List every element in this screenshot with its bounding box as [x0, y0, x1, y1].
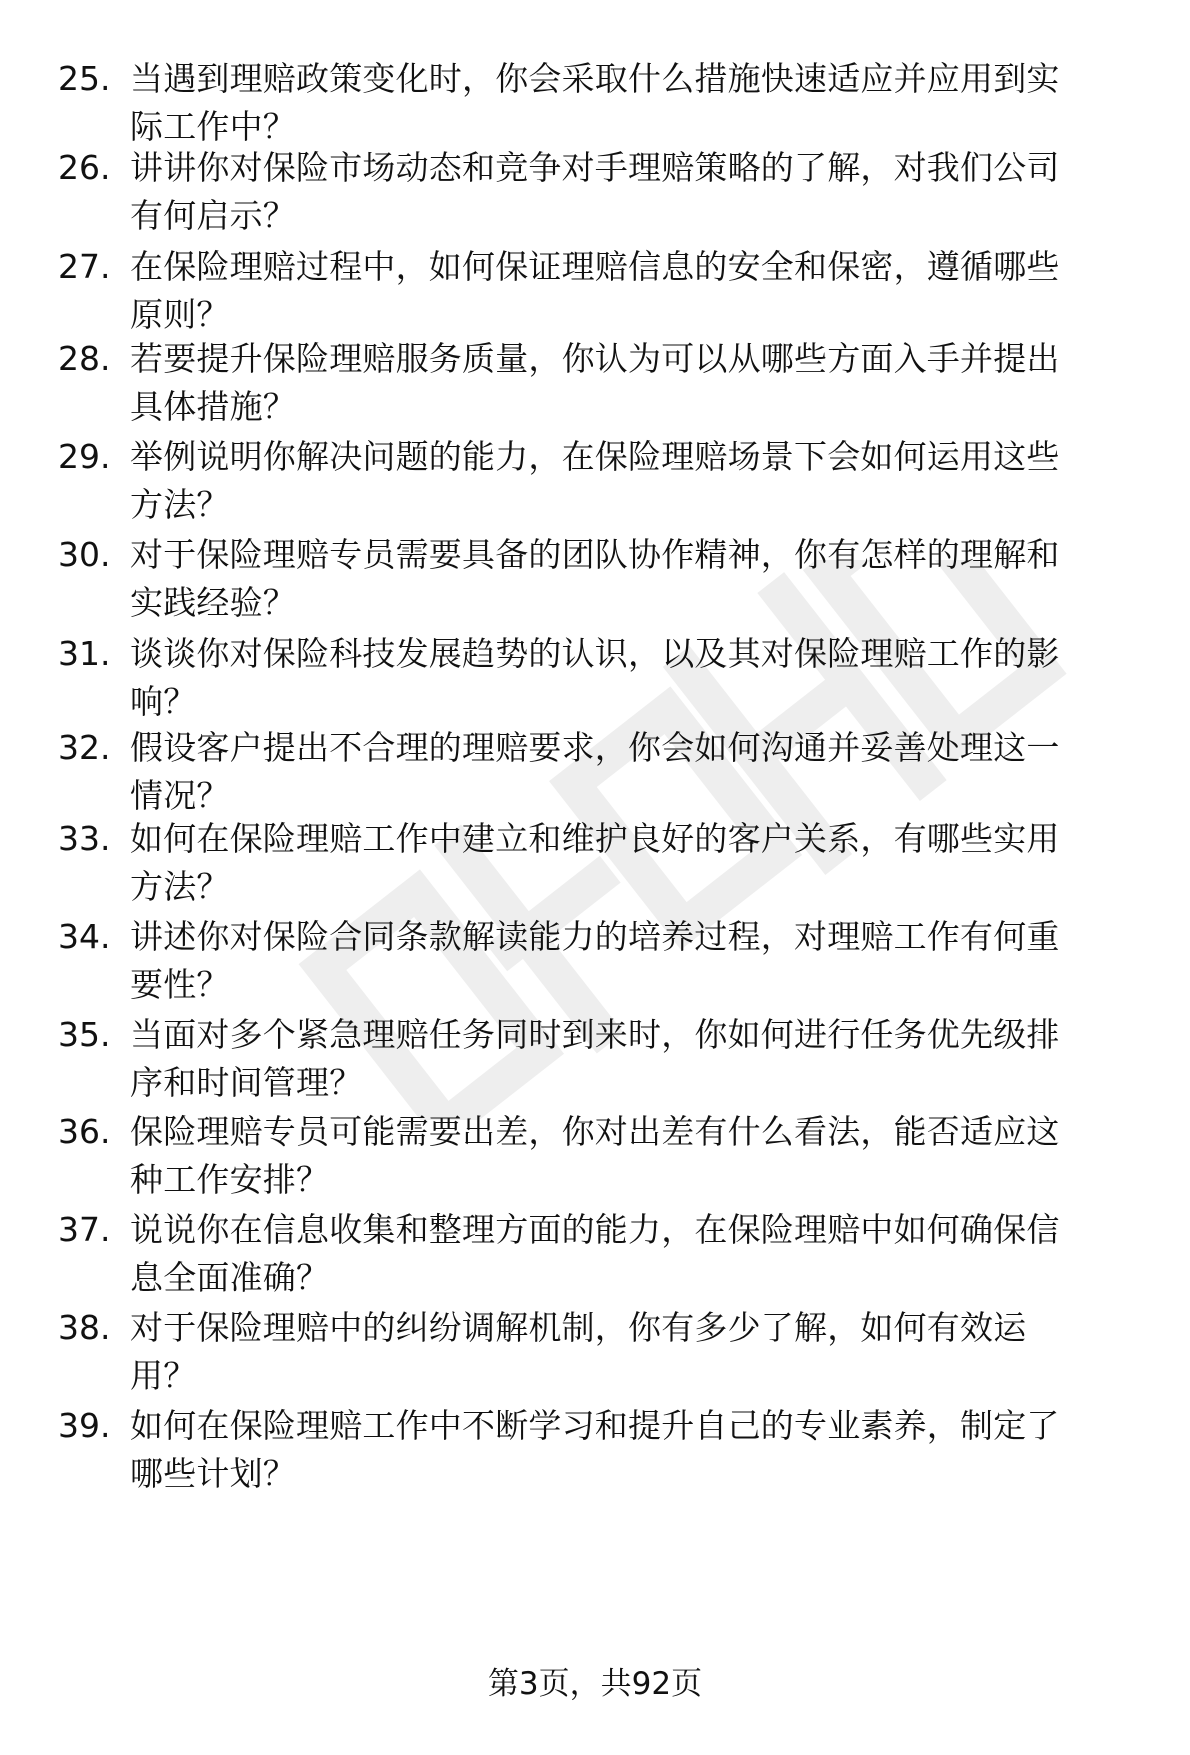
question-text	[130, 1206, 1150, 1302]
question-number: 31.	[58, 634, 111, 673]
question-line: 具体措施？	[130, 387, 296, 426]
question-line: 谈谈你对保险科技发展趋势的认识，以及其对保险理赔工作的影	[130, 634, 1060, 673]
question-number: 34.	[58, 917, 111, 956]
question-line: 如何在保险理赔工作中不断学习和提升自己的专业素养，制定了	[130, 1406, 1060, 1445]
question-line: 方法？	[130, 867, 230, 906]
question-line: 讲述你对保险合同条款解读能力的培养过程，对理赔工作有何重	[130, 917, 1060, 956]
question-text	[130, 630, 1150, 726]
question-item	[0, 531, 1190, 631]
question-line: 种工作安排？	[130, 1160, 330, 1199]
question-item	[0, 630, 1190, 730]
question-item	[0, 335, 1190, 435]
question-line: 方法？	[130, 485, 230, 524]
question-item	[0, 724, 1190, 824]
question-line: 要性？	[130, 965, 230, 1004]
question-line: 对于保险理赔专员需要具备的团队协作精神，你有怎样的理解和	[130, 535, 1060, 574]
question-line: 假设客户提出不合理的理赔要求，你会如何沟通并妥善处理这一	[130, 728, 1060, 767]
question-item	[0, 55, 1190, 155]
question-item	[0, 1108, 1190, 1208]
question-line: 实践经验？	[130, 583, 296, 622]
question-number: 36.	[58, 1112, 111, 1151]
question-item	[0, 1402, 1190, 1502]
question-line: 举例说明你解决问题的能力，在保险理赔场景下会如何运用这些	[130, 437, 1060, 476]
question-text	[130, 1402, 1150, 1498]
question-line: 说说你在信息收集和整理方面的能力，在保险理赔中如何确保信	[130, 1210, 1060, 1249]
question-line: 若要提升保险理赔服务质量，你认为可以从哪些方面入手并提出	[130, 339, 1060, 378]
question-item	[0, 433, 1190, 533]
question-number: 27.	[58, 247, 111, 286]
question-text	[130, 1304, 1150, 1400]
question-text	[130, 433, 1150, 529]
question-item	[0, 1206, 1190, 1306]
question-text	[130, 913, 1150, 1009]
question-number: 35.	[58, 1015, 111, 1054]
question-line: 在保险理赔过程中，如何保证理赔信息的安全和保密，遵循哪些	[130, 247, 1060, 286]
question-number: 39.	[58, 1406, 111, 1445]
question-line: 当遇到理赔政策变化时，你会采取什么措施快速适应并应用到实	[130, 59, 1060, 98]
question-item	[0, 1304, 1190, 1404]
question-text	[130, 144, 1150, 240]
question-number: 38.	[58, 1308, 111, 1347]
question-number: 29.	[58, 437, 111, 476]
question-number: 25.	[58, 59, 111, 98]
page-number: 第3页，共92页	[487, 1666, 703, 1702]
question-number: 32.	[58, 728, 111, 767]
question-line: 序和时间管理？	[130, 1063, 363, 1102]
question-item	[0, 243, 1190, 343]
question-text	[130, 335, 1150, 431]
question-text	[130, 1108, 1150, 1204]
question-item	[0, 1011, 1190, 1111]
question-text	[130, 243, 1150, 339]
question-item	[0, 815, 1190, 915]
question-item	[0, 144, 1190, 244]
question-line: 对于保险理赔中的纠纷调解机制，你有多少了解，如何有效运	[130, 1308, 1027, 1347]
question-line: 响？	[130, 682, 197, 721]
question-number: 26.	[58, 148, 111, 187]
question-text	[130, 55, 1150, 151]
question-number: 30.	[58, 535, 111, 574]
question-line: 用？	[130, 1356, 197, 1395]
question-line: 哪些计划？	[130, 1454, 296, 1493]
question-line: 有何启示？	[130, 196, 296, 235]
question-line: 当面对多个紧急理赔任务同时到来时，你如何进行任务优先级排	[130, 1015, 1060, 1054]
question-line: 息全面准确？	[130, 1258, 330, 1297]
question-item	[0, 913, 1190, 1013]
question-number: 33.	[58, 819, 111, 858]
question-text	[130, 1011, 1150, 1107]
question-line: 讲讲你对保险市场动态和竞争对手理赔策略的了解，对我们公司	[130, 148, 1060, 187]
question-text	[130, 724, 1150, 820]
question-line: 情况？	[130, 776, 230, 815]
question-text	[130, 815, 1150, 911]
question-line: 保险理赔专员可能需要出差，你对出差有什么看法，能否适应这	[130, 1112, 1060, 1151]
question-number: 37.	[58, 1210, 111, 1249]
question-line: 如何在保险理赔工作中建立和维护良好的客户关系，有哪些实用	[130, 819, 1060, 858]
question-line: 际工作中？	[130, 107, 296, 146]
question-text	[130, 531, 1150, 627]
question-number: 28.	[58, 339, 111, 378]
question-line: 原则？	[130, 295, 230, 334]
